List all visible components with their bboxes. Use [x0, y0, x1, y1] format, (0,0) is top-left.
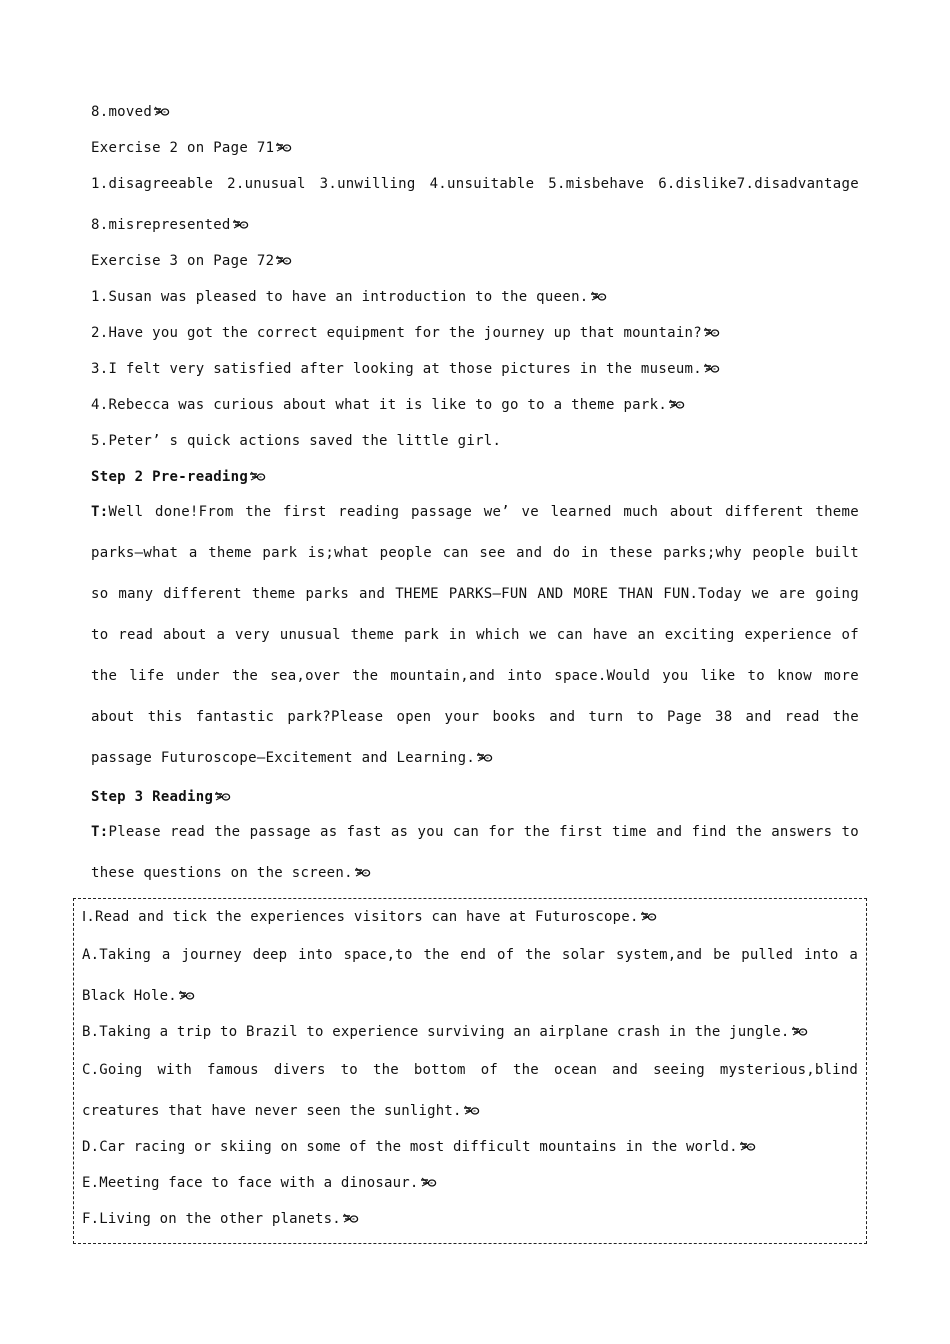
question-option: B.Taking a trip to Brazil to experience surviving an airplane crash in the jungle.: [82, 1014, 858, 1050]
paragraph-mark-icon: [232, 219, 249, 230]
paragraph-mark-icon: [640, 911, 657, 922]
question-option: C.Going with famous divers to the bottom of the ocean and seeing mysterious,blind creatures that have never seen the sunlight.: [82, 1062, 858, 1119]
exercise3-sentence: 5.Peter’ s quick actions saved the little girl.: [91, 433, 502, 449]
exercise3-sentence: 1.Susan was pleased to have an introduction to the queen.: [91, 279, 859, 315]
speaker-label: T:: [91, 824, 109, 840]
paragraph-mark-icon: [342, 1213, 359, 1224]
paragraph-mark-icon: [420, 1177, 437, 1188]
question-title: Ⅰ.Read and tick the experiences visitors can have at Futuroscope.: [82, 899, 858, 935]
step2-paragraph: T:Well done!From the first reading passage we’ ve learned much about different theme parks—what a theme park is;what people can see and do in these parks;why people built so many different theme parks and THEME PARKS—FUN AND MORE THAN FUN.Today we are going to read about a very unusual theme park in which we can have an exciting experience of the life under the sea,over the mountain,and into space.Would you like to know more about this fantastic park?Please open your books and turn to Page 38 and read the passage Futuroscope—Excitement and Learning.: [91, 504, 859, 766]
paragraph-mark-icon: [476, 752, 493, 763]
answer-item: 4.unsuitable: [429, 176, 535, 192]
exercise1-answer-8: 8.moved: [91, 94, 859, 130]
step2-heading: Step 2 Pre-reading: [91, 459, 859, 495]
paragraph-mark-icon: [739, 1141, 756, 1152]
exercise2-answer-8: 8.misrepresented: [91, 207, 859, 243]
paragraph-mark-icon: [275, 255, 292, 266]
paragraph-mark-icon: [178, 990, 195, 1001]
exercise3-heading: Exercise 3 on Page 72: [91, 243, 859, 279]
paragraph-mark-icon: [791, 1026, 808, 1037]
step3-heading: Step 3 Reading: [91, 779, 859, 815]
paragraph-mark-icon: [463, 1105, 480, 1116]
question-option: F.Living on the other planets.: [82, 1201, 858, 1237]
answer-item: 2.unusual: [227, 176, 306, 192]
question-box: [73, 898, 867, 1244]
paragraph-mark-icon: [668, 399, 685, 410]
paragraph-mark-icon: [153, 106, 170, 117]
exercise3-sentence: 2.Have you got the correct equipment for the journey up that mountain?: [91, 315, 859, 351]
paragraph-mark-icon: [703, 363, 720, 374]
exercise3-sentence: 3.I felt very satisfied after looking at those pictures in the museum.: [91, 351, 859, 387]
question-option: D.Car racing or skiing on some of the most difficult mountains in the world.: [82, 1129, 858, 1165]
exercise3-sentence: 4.Rebecca was curious about what it is like to go to a theme park.: [91, 387, 859, 423]
exercise2-answers-row: [91, 166, 859, 202]
paragraph-mark-icon: [249, 471, 266, 482]
exercise2-heading: Exercise 2 on Page 71: [91, 130, 859, 166]
answer-item: 5.misbehave: [548, 176, 645, 192]
answer-item: 1.disagreeable: [91, 176, 214, 192]
document-page: [82, 94, 859, 1244]
question-option: E.Meeting face to face with a dinosaur.: [82, 1165, 858, 1201]
speaker-label: T:: [91, 504, 109, 520]
paragraph-mark-icon: [590, 291, 607, 302]
paragraph-mark-icon: [275, 142, 292, 153]
paragraph-mark-icon: [703, 327, 720, 338]
step3-paragraph: T:Please read the passage as fast as you can for the first time and find the answers to these questions on the screen.: [91, 824, 859, 881]
paragraph-mark-icon: [354, 867, 371, 878]
answer-item: 6.dislike7.disadvantage: [658, 176, 859, 192]
paragraph-mark-icon: [214, 791, 231, 802]
answer-item: 3.unwilling: [319, 176, 416, 192]
question-option: A.Taking a journey deep into space,to the end of the solar system,and be pulled into a Black Hole.: [82, 947, 858, 1004]
